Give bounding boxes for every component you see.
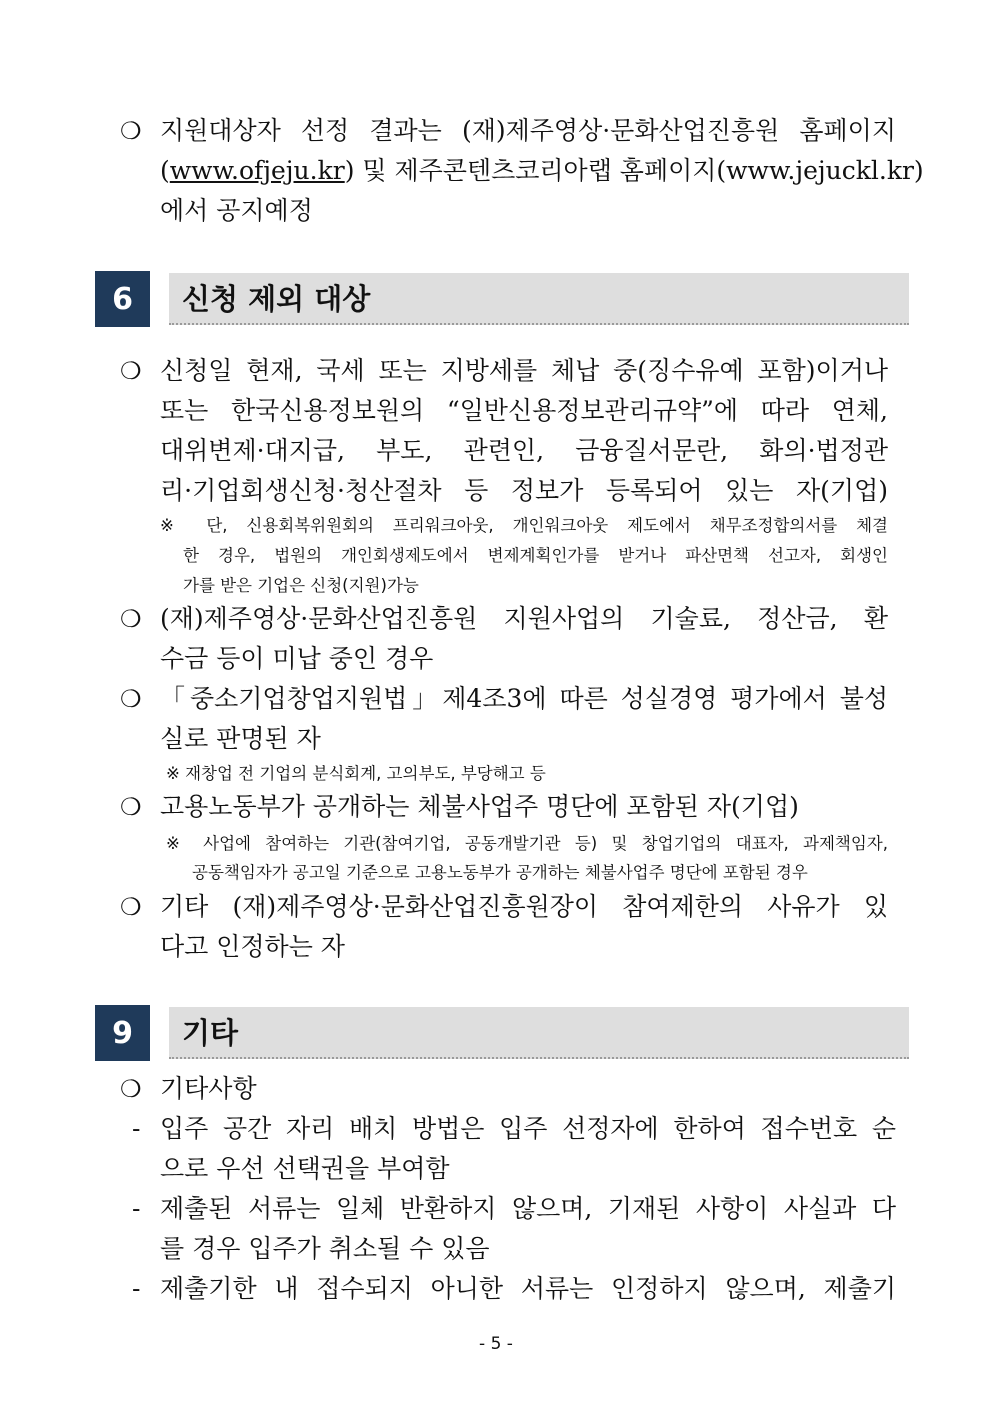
item1-line-1: 신청일 현재, 국세 또는 지방세를 체납 중(징수유예 포함)이거나 [160, 356, 888, 385]
section-6-header [169, 273, 909, 325]
section-9-header [169, 1007, 909, 1059]
bullet-icon: ❍ [120, 793, 142, 821]
bullet-icon: ❍ [120, 1075, 142, 1103]
item1-note-3: 가를 받은 기업은 신청(지원)가능 [183, 576, 419, 595]
item4-note-1: ※ 사업에 참여하는 기관(참여기업, 공동개발기관 등) 및 창업기업의 대표자, 과제책임자, [166, 834, 888, 853]
dash-icon: - [132, 1274, 141, 1303]
item3-line-2: 실로 판명된 자 [160, 724, 321, 753]
dash1-line-2: 으로 우선 선택권을 부여함 [160, 1154, 450, 1183]
bullet-icon: ❍ [120, 605, 142, 633]
item5-line-1: 기타 (재)제주영상·문화산업진흥원장이 참여제한의 사유가 있 [160, 892, 888, 921]
item4-line-1: 고용노동부가 공개하는 체불사업주 명단에 포함된 자(기업) [160, 792, 799, 821]
item2-line-2: 수금 등이 미납 중인 경우 [160, 644, 434, 673]
intro-line-3: 에서 공지예정 [160, 196, 313, 225]
dash-icon: - [132, 1114, 141, 1143]
item3-line-1: 「중소기업창업지원법」제4조3에 따른 성실경영 평가에서 불성 [160, 684, 888, 713]
section-6-title: 신청 제외 대상 [182, 282, 371, 316]
section9-bullet-text: 기타사항 [160, 1074, 257, 1103]
intro-line-2: (www.ofjeju.kr) 및 제주콘텐츠코리아랩 홈페이지(www.jejuckl.kr) [160, 156, 924, 185]
item1-note-2: 한 경우, 법원의 개인회생제도에서 변제계획인가를 받거나 파산면책 선고자, 회생인 [183, 546, 888, 565]
page-number: - 5 - [479, 1334, 513, 1354]
item1-note-1: ※ 단, 신용회복위원회의 프리워크아웃, 개인워크아웃 제도에서 채무조정합의서를 체결 [160, 516, 888, 535]
bullet-icon: ❍ [120, 685, 142, 713]
dash-icon: - [132, 1194, 141, 1223]
section-9-title: 기타 [182, 1016, 239, 1050]
item2-line-1: (재)제주영상·문화산업진흥원 지원사업의 기술료, 정산금, 환 [160, 604, 888, 633]
item5-line-2: 다고 인정하는 자 [160, 932, 345, 961]
dash3-line-1: 제출기한 내 접수되지 아니한 서류는 인정하지 않으며, 제출기 [160, 1274, 896, 1303]
intro-line-1: 지원대상자 선정 결과는 (재)제주영상·문화산업진흥원 홈페이지 [160, 116, 896, 145]
item3-note-1: ※ 재창업 전 기업의 분식회계, 고의부도, 부당해고 등 [166, 764, 546, 783]
item1-line-2: 또는 한국신용정보원의 “일반신용정보관리규약”에 따라 연체, [160, 396, 888, 425]
dash2-line-2: 를 경우 입주가 취소될 수 있음 [160, 1234, 490, 1263]
bullet-icon: ❍ [120, 357, 142, 385]
bullet-icon: ❍ [120, 893, 142, 921]
item1-line-4: 리·기업회생신청·청산절차 등 정보가 등록되어 있는 자(기업) [160, 476, 888, 505]
section-6-number: 6 [95, 271, 150, 327]
ofjeju-link[interactable]: www.ofjeju.kr [169, 156, 345, 185]
item1-line-3: 대위변제·대지급, 부도, 관련인, 금융질서문란, 화의·법정관 [160, 436, 888, 465]
bullet-icon: ❍ [120, 117, 142, 145]
dash1-line-1: 입주 공간 자리 배치 방법은 입주 선정자에 한하여 접수번호 순 [160, 1114, 896, 1143]
section-9-number: 9 [95, 1005, 150, 1061]
item4-note-2: 공동책임자가 공고일 기준으로 고용노동부가 공개하는 체불사업주 명단에 포함된 경우 [192, 863, 808, 882]
dash2-line-1: 제출된 서류는 일체 반환하지 않으며, 기재된 사항이 사실과 다 [160, 1194, 896, 1223]
